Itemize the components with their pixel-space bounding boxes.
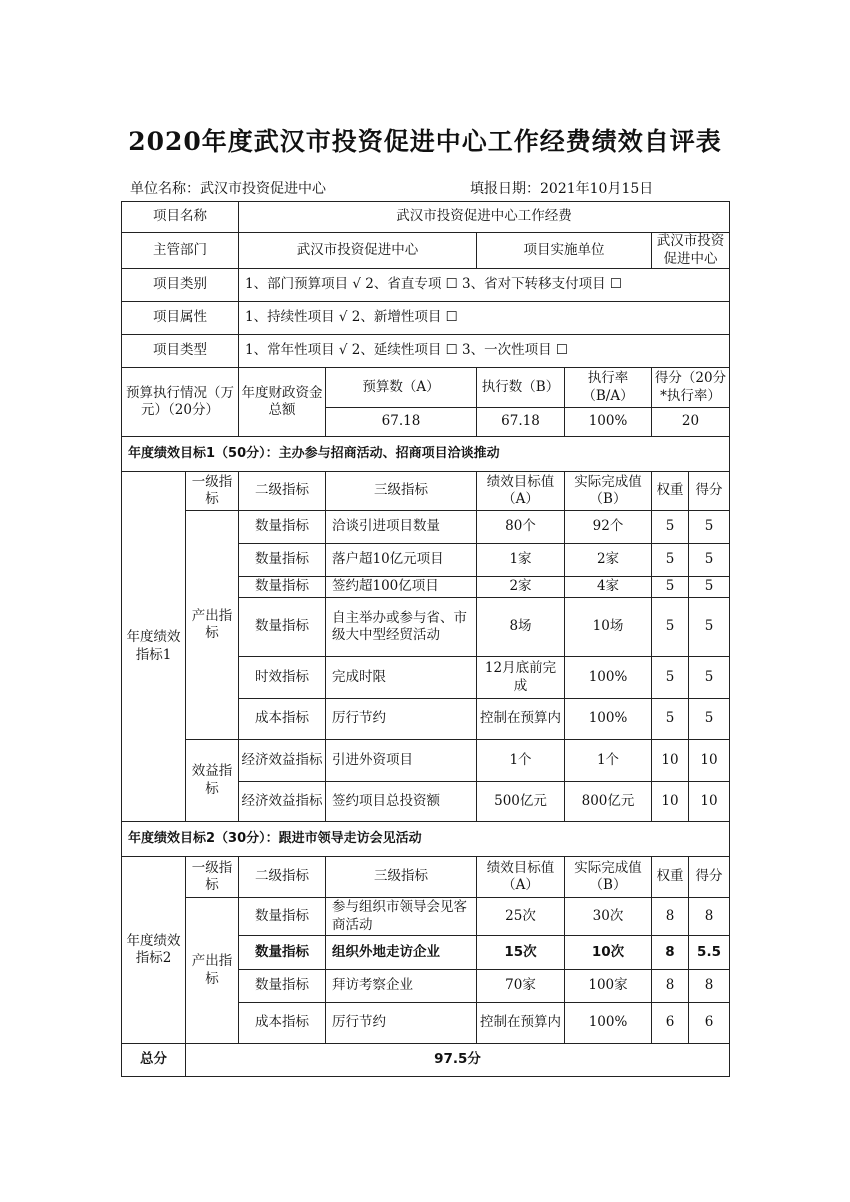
- exec-col-header: 执行数（B）: [477, 368, 565, 408]
- table-row: [122, 437, 730, 472]
- actual: 10次: [565, 936, 652, 970]
- rate-value: 100%: [565, 408, 652, 437]
- actual: 10场: [565, 598, 652, 657]
- actual: 100%: [565, 699, 652, 740]
- l3: 洽谈引进项目数量: [326, 511, 477, 544]
- score: 6: [689, 1003, 730, 1044]
- l3: 自主举办或参与省、市级大中型经贸活动: [326, 598, 477, 657]
- target: 15次: [477, 936, 565, 970]
- rate-col-header: 执行率（B/A）: [565, 368, 652, 408]
- weight: 10: [652, 782, 689, 822]
- score: 10: [689, 740, 730, 782]
- col-level1: 一级指标: [186, 472, 239, 511]
- col-actual: 实际完成值（B）: [565, 857, 652, 898]
- table-row: [122, 472, 730, 511]
- l2: 时效指标: [239, 657, 326, 699]
- table-row: [122, 822, 730, 857]
- target: 1个: [477, 740, 565, 782]
- actual: 100家: [565, 970, 652, 1003]
- l2: 数量指标: [239, 598, 326, 657]
- budget-value: 67.18: [326, 408, 477, 437]
- total-label: 总分: [122, 1044, 186, 1077]
- table-row: [122, 302, 730, 335]
- score: 5: [689, 598, 730, 657]
- l2: 数量指标: [239, 577, 326, 598]
- dept-label: 主管部门: [122, 233, 239, 269]
- actual: 2家: [565, 544, 652, 577]
- page-title: 2020年度武汉市投资促进中心工作经费绩效自评表: [128, 127, 722, 156]
- report-date: 填报日期：2021年10月15日: [470, 181, 654, 197]
- score: 8: [689, 898, 730, 936]
- weight: 8: [652, 898, 689, 936]
- l3: 签约超100亿项目: [326, 577, 477, 598]
- col-weight: 权重: [652, 472, 689, 511]
- l2: 经济效益指标: [239, 740, 326, 782]
- score: 5: [689, 657, 730, 699]
- target: 2家: [477, 577, 565, 598]
- score: 10: [689, 782, 730, 822]
- l3: 完成时限: [326, 657, 477, 699]
- project-name-value: 武汉市投资促进中心工作经费: [239, 202, 730, 233]
- goal2-group-label: 年度绩效指标2: [122, 857, 186, 1044]
- l2: 经济效益指标: [239, 782, 326, 822]
- goal1-group-label: 年度绩效指标1: [122, 472, 186, 822]
- weight: 5: [652, 577, 689, 598]
- attr-label: 项目属性: [122, 302, 239, 335]
- l3: 组织外地走访企业: [326, 936, 477, 970]
- type-label: 项目类型: [122, 335, 239, 368]
- l2: 数量指标: [239, 970, 326, 1003]
- target: 1家: [477, 544, 565, 577]
- table-row: [122, 368, 730, 408]
- score-col-header: 得分（20分*执行率）: [652, 368, 730, 408]
- attr-value: 1、持续性项目 √ 2、新增性项目 ☐: [239, 302, 730, 335]
- target: 70家: [477, 970, 565, 1003]
- target: 控制在预算内: [477, 699, 565, 740]
- target: 80个: [477, 511, 565, 544]
- l3: 厉行节约: [326, 1003, 477, 1044]
- col-target: 绩效目标值（A）: [477, 472, 565, 511]
- project-name-label: 项目名称: [122, 202, 239, 233]
- table-row: [122, 233, 730, 269]
- target: 500亿元: [477, 782, 565, 822]
- l2: 数量指标: [239, 936, 326, 970]
- score: 5: [689, 544, 730, 577]
- type-value: 1、常年性项目 √ 2、延续性项目 ☐ 3、一次性项目 ☐: [239, 335, 730, 368]
- weight: 10: [652, 740, 689, 782]
- col-level3: 三级指标: [326, 857, 477, 898]
- actual: 30次: [565, 898, 652, 936]
- table-row: [122, 335, 730, 368]
- unit-name: 单位名称：武汉市投资促进中心: [130, 181, 326, 197]
- table-row: [122, 269, 730, 302]
- table-row: [122, 511, 730, 544]
- score-value: 20: [652, 408, 730, 437]
- col-level1: 一级指标: [186, 857, 239, 898]
- table-row: [122, 898, 730, 936]
- target: 8场: [477, 598, 565, 657]
- actual: 92个: [565, 511, 652, 544]
- actual: 100%: [565, 657, 652, 699]
- table-row: [122, 1044, 730, 1077]
- col-level2: 二级指标: [239, 857, 326, 898]
- weight: 5: [652, 598, 689, 657]
- target: 控制在预算内: [477, 1003, 565, 1044]
- l2: 数量指标: [239, 511, 326, 544]
- col-weight: 权重: [652, 857, 689, 898]
- score: 5.5: [689, 936, 730, 970]
- table-row: [122, 857, 730, 898]
- l3: 参与组织市领导会见客商活动: [326, 898, 477, 936]
- weight: 5: [652, 544, 689, 577]
- category-label: 项目类别: [122, 269, 239, 302]
- score: 5: [689, 511, 730, 544]
- impl-value: 武汉市投资促进中心: [652, 233, 730, 269]
- l2: 数量指标: [239, 898, 326, 936]
- category-value: 1、部门预算项目 √ 2、省直专项 ☐ 3、省对下转移支付项目 ☐: [239, 269, 730, 302]
- weight: 5: [652, 657, 689, 699]
- l3: 厉行节约: [326, 699, 477, 740]
- total-value: 97.5分: [186, 1044, 730, 1077]
- col-level3: 三级指标: [326, 472, 477, 511]
- goal1-output-label: 产出指标: [186, 511, 239, 740]
- target: 12月底前完成: [477, 657, 565, 699]
- budget-label: 预算执行情况（万元）（20分）: [122, 368, 239, 437]
- score: 5: [689, 699, 730, 740]
- table-row: [122, 202, 730, 233]
- l3: 引进外资项目: [326, 740, 477, 782]
- goal1-header: 年度绩效目标1（50分）：主办参与招商活动、招商项目洽谈推动: [122, 437, 730, 472]
- weight: 5: [652, 699, 689, 740]
- l2: 数量指标: [239, 544, 326, 577]
- col-target: 绩效目标值（A）: [477, 857, 565, 898]
- actual: 4家: [565, 577, 652, 598]
- l3: 签约项目总投资额: [326, 782, 477, 822]
- budget-col-header: 预算数（A）: [326, 368, 477, 408]
- l3: 落户超10亿元项目: [326, 544, 477, 577]
- actual: 800亿元: [565, 782, 652, 822]
- weight: 6: [652, 1003, 689, 1044]
- col-actual: 实际完成值（B）: [565, 472, 652, 511]
- exec-value: 67.18: [477, 408, 565, 437]
- actual: 100%: [565, 1003, 652, 1044]
- weight: 8: [652, 970, 689, 1003]
- actual: 1个: [565, 740, 652, 782]
- impl-label: 项目实施单位: [477, 233, 652, 269]
- goal1-benefit-label: 效益指标: [186, 740, 239, 822]
- target: 25次: [477, 898, 565, 936]
- goal2-output-label: 产出指标: [186, 898, 239, 1044]
- col-level2: 二级指标: [239, 472, 326, 511]
- score: 8: [689, 970, 730, 1003]
- evaluation-table: [121, 201, 730, 1077]
- score: 5: [689, 577, 730, 598]
- weight: 8: [652, 936, 689, 970]
- col-score: 得分: [689, 472, 730, 511]
- col-score: 得分: [689, 857, 730, 898]
- weight: 5: [652, 511, 689, 544]
- dept-value: 武汉市投资促进中心: [239, 233, 477, 269]
- fund-label: 年度财政资金总额: [239, 368, 326, 437]
- goal2-header: 年度绩效目标2（30分）：跟进市领导走访会见活动: [122, 822, 730, 857]
- table-row: [122, 740, 730, 782]
- l2: 成本指标: [239, 699, 326, 740]
- l2: 成本指标: [239, 1003, 326, 1044]
- l3: 拜访考察企业: [326, 970, 477, 1003]
